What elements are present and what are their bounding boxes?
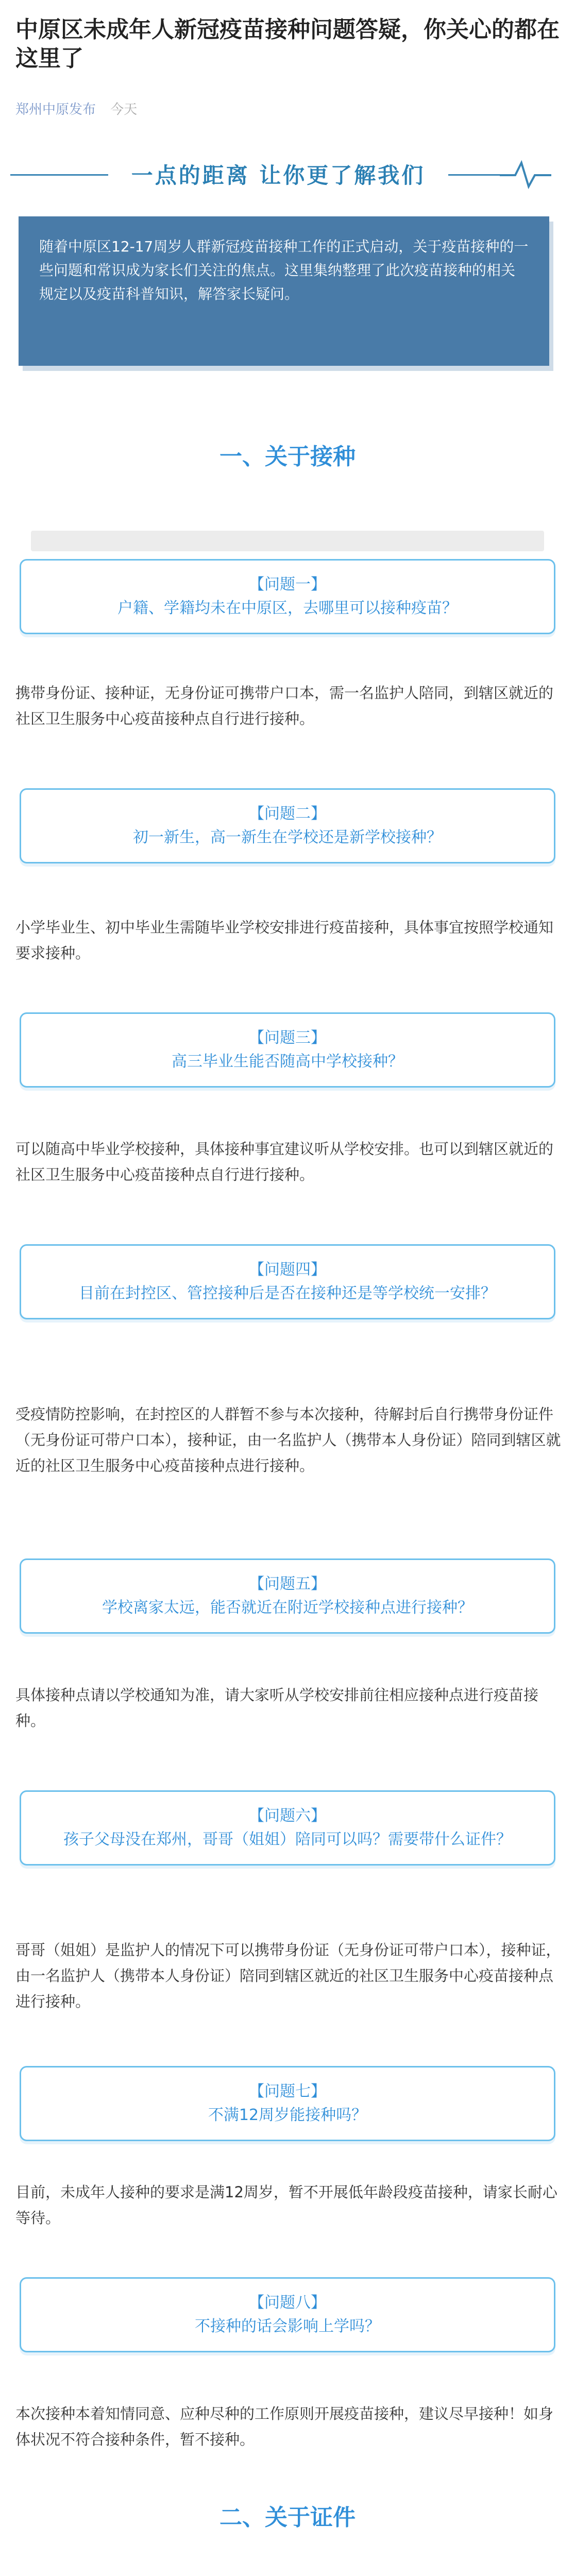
intro-box: 随着中原区12-17周岁人群新冠疫苗接种工作的正式启动，关于疫苗接种的一些问题和常识成为家长们关注的焦点。这里集纳整理了此次疫苗接种的相关规定以及疫苗科普知识，解答家长疑问。: [19, 216, 549, 366]
question-number: 【问题三】: [249, 1029, 326, 1047]
answer-1: 携带身份证、接种证，无身份证可携带户口本，需一名监护人陪同，到辖区就近的社区卫生服务中心疫苗接种点自行进行接种。: [15, 684, 554, 727]
question-box-8: [20, 2277, 555, 2352]
article-title: 中原区未成年人新冠疫苗接种问题答疑，你关心的都在这里了: [15, 16, 560, 72]
answer-6: 哥哥（姐姐）是监护人的情况下可以携带身份证（无身份证可带户口本），接种证，由一名监护人（携带本人身份证）陪同到辖区就近的社区卫生服务中心疫苗接种点进行接种。: [15, 1941, 561, 2010]
banner-line-left: [10, 174, 108, 176]
question-box-2: [20, 788, 555, 863]
section-title-documents: 二、关于证件: [219, 2504, 356, 2531]
article-meta: [15, 99, 137, 118]
question-text: 户籍、学籍均未在中原区，去哪里可以接种疫苗？: [117, 599, 458, 617]
source-link[interactable]: 郑州中原发布: [15, 102, 96, 117]
question-text: 初一新生，高一新生在学校还是新学校接种？: [133, 828, 442, 846]
question-number: 【问题二】: [249, 805, 326, 823]
section-divider: [31, 531, 544, 551]
question-box-6: [20, 1790, 555, 1866]
question-text: 学校离家太远，能否就近在附近学校接种点进行接种？: [102, 1599, 473, 1617]
question-number: 【问题八】: [249, 2294, 326, 2312]
question-number: 【问题四】: [249, 1261, 326, 1279]
question-number: 【问题七】: [249, 2082, 326, 2100]
question-box-4: [20, 1244, 555, 1319]
question-text: 高三毕业生能否随高中学校接种？: [172, 1053, 403, 1071]
section-title-vaccination: 一、关于接种: [219, 444, 356, 470]
header-banner: [10, 149, 567, 201]
question-text: 目前在封控区、管控接种后是否在接种还是等学校统一安排？: [79, 1284, 496, 1302]
answer-2: 小学毕业生、初中毕业生需随毕业学校安排进行疫苗接种，具体事宜按照学校通知要求接种。: [15, 919, 554, 962]
question-box-3: [20, 1012, 555, 1088]
heartbeat-icon: [500, 159, 551, 190]
question-number: 【问题六】: [249, 1807, 326, 1825]
banner-text: 一点的距离 让你更了解我们: [131, 163, 426, 188]
question-text: 不满12周岁能接种吗？: [208, 2106, 367, 2124]
question-text: 孩子父母没在郑州，哥哥（姐姐）陪同可以吗？需要带什么证件？: [63, 1831, 512, 1849]
answer-4: 受疫情防控影响，在封控区的人群暂不参与本次接种，待解封后自行携带身份证件（无身份证可带户口本），接种证，由一名监护人（携带本人身份证）陪同到辖区就近的社区卫生服务中心疫苗接种点进行接种。: [15, 1405, 561, 1475]
answer-8: 本次接种本着知情同意、应种尽种的工作原则开展疫苗接种，建议尽早接种！如身体状况不符合接种条件，暂不接种。: [15, 2405, 554, 2448]
question-box-7: [20, 2066, 555, 2141]
question-number: 【问题五】: [249, 1575, 326, 1593]
publish-time: 今天: [110, 102, 138, 117]
question-box-5: [20, 1558, 555, 1634]
question-box-1: [20, 559, 555, 634]
answer-7: 目前，未成年人接种的要求是满12周岁，暂不开展低年龄段疫苗接种，请家长耐心等待。: [15, 2183, 557, 2227]
question-text: 不接种的话会影响上学吗？: [195, 2317, 380, 2335]
question-number: 【问题一】: [249, 575, 326, 594]
answer-3: 可以随高中毕业学校接种，具体接种事宜建议听从学校安排。也可以到辖区就近的社区卫生服务中心疫苗接种点自行进行接种。: [15, 1140, 554, 1183]
answer-5: 具体接种点请以学校通知为准，请大家听从学校安排前往相应接种点进行疫苗接种。: [15, 1686, 539, 1730]
